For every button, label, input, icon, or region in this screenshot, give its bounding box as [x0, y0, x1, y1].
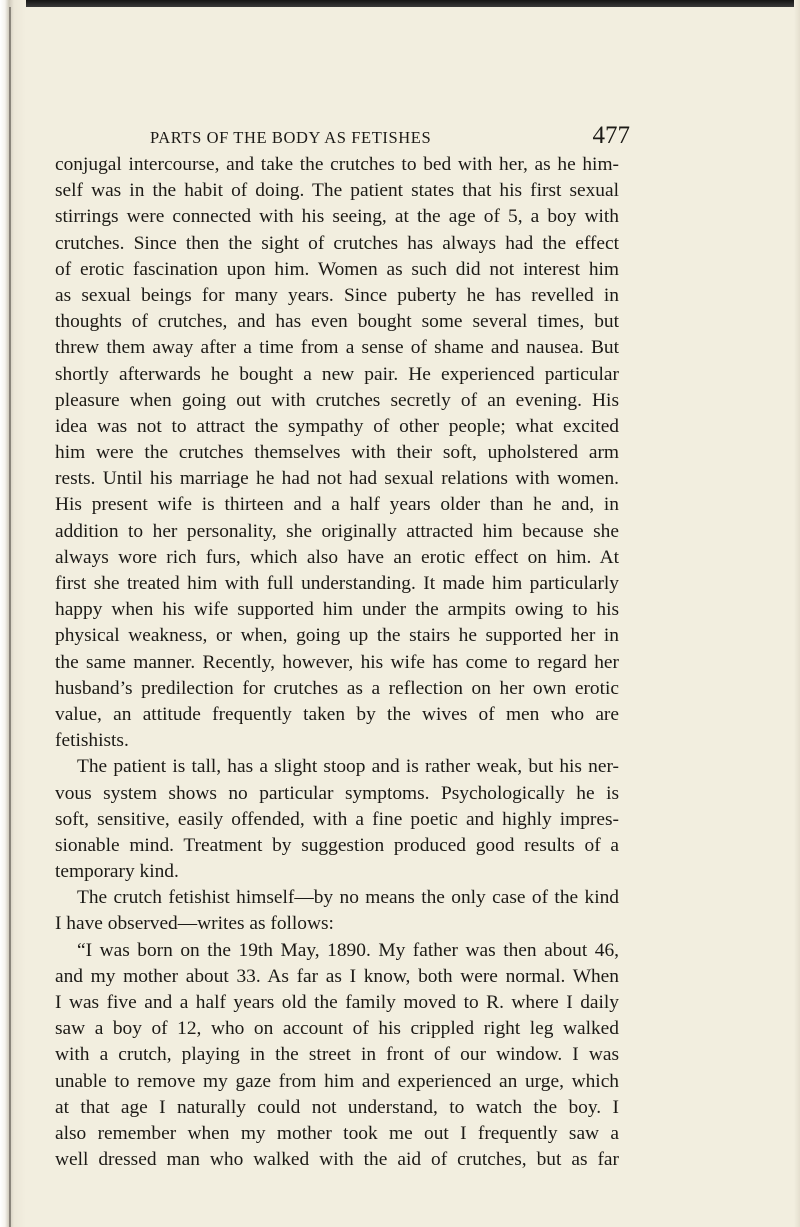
- text-line: happy when his wife supported him under the armpits owing to his: [55, 599, 619, 621]
- text-line: also remember when my mother took me out I frequently saw a: [55, 1122, 619, 1144]
- text-line: physical weakness, or when, going up the stairs he supported her in: [55, 625, 619, 647]
- page-number: 477: [592, 122, 630, 149]
- text-line: saw a boy of 12, who on account of his crippled right leg walked: [55, 1018, 619, 1040]
- running-head: [150, 122, 630, 152]
- text-line: sionable mind. Treatment by suggestion produced good results of a: [55, 834, 619, 856]
- book-gutter: [0, 0, 26, 1227]
- text-line: I was five and a half years old the family moved to R. where I daily: [55, 992, 619, 1013]
- gutter-shadow: [9, 7, 11, 1227]
- scan-top-edge: [0, 0, 800, 7]
- text-line: the same manner. Recently, however, his wife has come to regard her: [55, 651, 619, 673]
- text-line: idea was not to attract the sympathy of other people; what excited: [55, 415, 619, 437]
- text-line: self was in the habit of doing. The patient states that his first sexual: [55, 180, 619, 202]
- text-line: conjugal intercourse, and take the crutches to bed with her, as he him-: [55, 154, 619, 175]
- page-edge: [794, 0, 800, 1227]
- text-line: stirrings were connected with his seeing, at the age of 5, a boy with: [55, 206, 619, 228]
- text-line: vous system shows no particular symptoms. Psychologically he is: [55, 782, 619, 804]
- text-line: crutches. Since then the sight of crutches has always had the effect: [55, 232, 619, 254]
- text-line: value, an attitude frequently taken by the wives of men who are: [55, 703, 619, 725]
- text-line: with a crutch, playing in the street in front of our window. I was: [55, 1044, 619, 1066]
- text-line: I have observed—writes as follows:: [55, 913, 334, 935]
- running-head-title: PARTS OF THE BODY AS FETISHES: [150, 128, 432, 147]
- text-line: at that age I naturally could not understand, to watch the boy. I: [55, 1096, 619, 1118]
- text-line: shortly afterwards he bought a new pair. He experienced particular: [55, 363, 619, 385]
- paragraph-start-line: “I was born on the 19th May, 1890. My father was then about 46,: [77, 939, 619, 961]
- text-line: threw them away after a time from a sense of shame and nausea. But: [55, 337, 619, 359]
- text-line: thoughts of crutches, and has even bought some several times, but: [55, 311, 619, 333]
- text-line: temporary kind.: [55, 861, 179, 883]
- text-line: him were the crutches themselves with their soft, upholstered arm: [55, 442, 619, 464]
- text-line: fetishists.: [55, 730, 129, 752]
- text-line: and my mother about 33. As far as I know, both were normal. When: [55, 965, 619, 987]
- text-line: always wore rich furs, which also have an erotic effect on him. At: [55, 546, 619, 568]
- paragraph-start-line: The patient is tall, has a slight stoop and is rather weak, but his ner-: [77, 756, 619, 778]
- text-line: rests. Until his marriage he had not had sexual relations with women.: [55, 468, 619, 490]
- body-text: [55, 152, 619, 1173]
- paragraph-start-line: The crutch fetishist himself—by no means the only case of the kind: [77, 887, 619, 909]
- text-line: well dressed man who walked with the aid of crutches, but as far: [55, 1149, 619, 1171]
- text-line: as sexual beings for many years. Since puberty he has revelled in: [55, 284, 619, 306]
- text-line: pleasure when going out with crutches secretly of an evening. His: [55, 389, 619, 411]
- text-line: husband’s predilection for crutches as a reflection on her own erotic: [55, 677, 619, 699]
- text-line: addition to her personality, she originally attracted him because she: [55, 520, 619, 542]
- text-line: unable to remove my gaze from him and experienced an urge, which: [55, 1070, 619, 1092]
- text-line: first she treated him with full understanding. It made him particularly: [55, 573, 619, 594]
- text-line: His present wife is thirteen and a half years older than he and, in: [55, 494, 619, 516]
- text-line: soft, sensitive, easily offended, with a fine poetic and highly impres-: [55, 808, 619, 830]
- text-line: of erotic fascination upon him. Women as such did not interest him: [55, 258, 619, 280]
